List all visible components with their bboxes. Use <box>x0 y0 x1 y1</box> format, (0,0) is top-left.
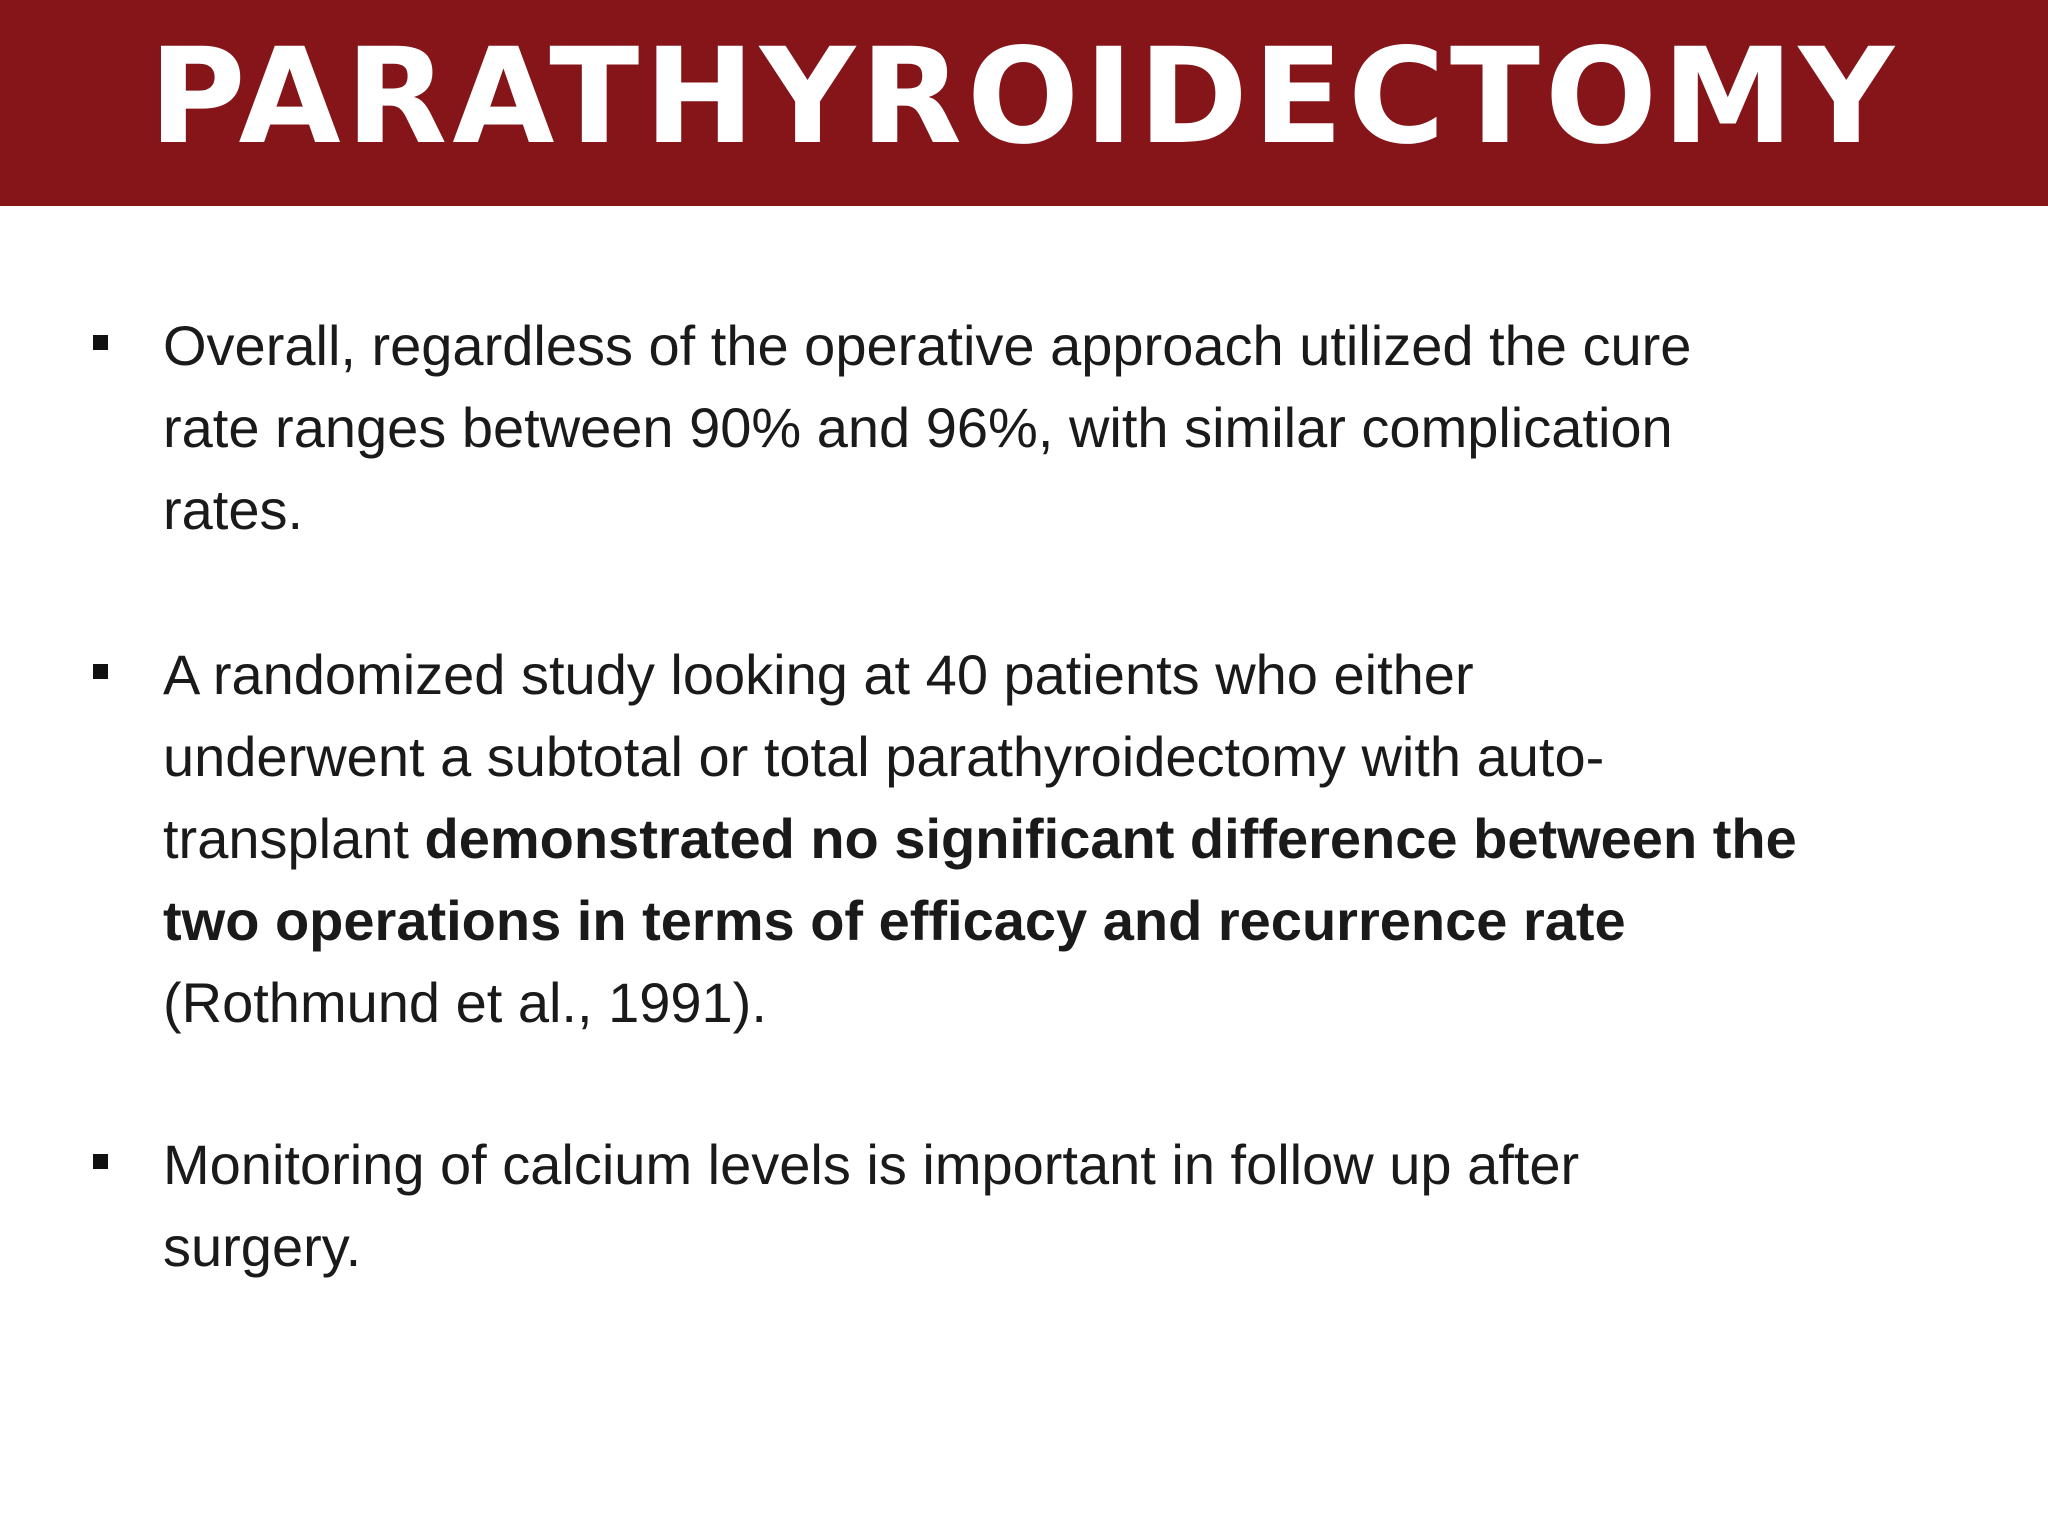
citation: (Rothmund et al., 1991). <box>163 971 767 1034</box>
square-bullet-icon <box>93 664 108 679</box>
bullet-text <box>163 634 1953 1044</box>
slide-title: PARATHYROIDECTOMY <box>148 20 1900 174</box>
bullet-text-normal: transplant <box>163 807 425 870</box>
square-bullet-icon <box>93 1154 108 1169</box>
bullet-line: Monitoring of calcium levels is important in follow up after <box>163 1133 1580 1196</box>
bullet-text-emphasis: demonstrated no significant difference between the <box>424 807 1797 870</box>
bullet-line: rate ranges between 90% and 96%, with similar complication <box>163 396 1673 459</box>
bullet-text-emphasis: two operations in terms of efficacy and recurrence rate <box>163 889 1626 952</box>
bullet-line: Overall, regardless of the operative approach utilized the cure <box>163 314 1692 377</box>
bullet-line: rates. <box>163 478 304 541</box>
bullet-text <box>163 1124 1953 1288</box>
square-bullet-icon <box>93 335 108 350</box>
bullet-line: surgery. <box>163 1215 362 1278</box>
bullet-text <box>163 305 1953 551</box>
bullet-line: A randomized study looking at 40 patients who either <box>163 643 1474 706</box>
bullet-line: underwent a subtotal or total parathyroidectomy with auto- <box>163 725 1605 788</box>
bullet-line <box>163 798 1953 880</box>
